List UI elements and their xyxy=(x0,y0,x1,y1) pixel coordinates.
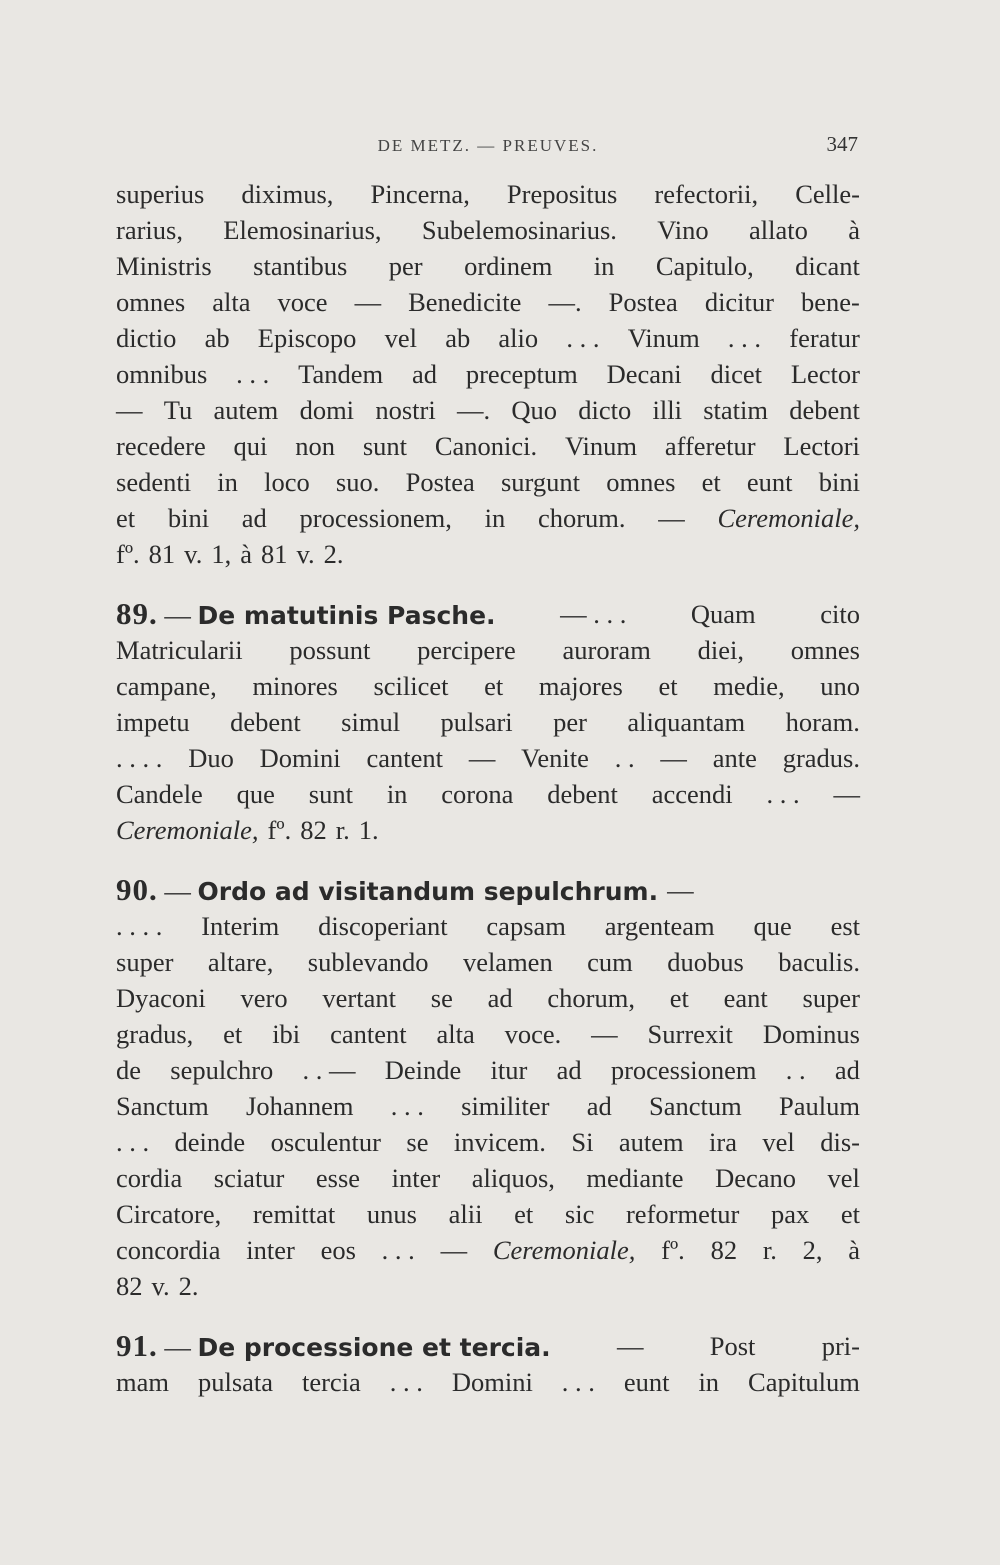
word: remittat xyxy=(252,1199,336,1229)
word: ad xyxy=(556,1055,582,1085)
word: pulsari xyxy=(440,707,513,737)
word: — xyxy=(116,395,143,425)
text-line xyxy=(116,176,860,212)
text-line xyxy=(116,1268,860,1304)
word: fº. xyxy=(267,815,292,845)
word: osculentur xyxy=(270,1127,381,1157)
word: r. xyxy=(335,815,350,845)
word: afferetur xyxy=(664,431,756,461)
word: sciatur xyxy=(213,1163,285,1193)
word: cantent xyxy=(366,743,443,773)
body-text xyxy=(116,176,860,1400)
word: possunt xyxy=(289,635,371,665)
word: Capitulum xyxy=(748,1367,860,1397)
word: Capitulo, xyxy=(655,251,754,281)
word: medie, xyxy=(713,671,785,701)
word: eunt xyxy=(746,467,793,497)
word: omnes xyxy=(606,467,676,497)
word: alio xyxy=(498,323,539,353)
word: mediante xyxy=(586,1163,684,1193)
word: debent xyxy=(789,395,860,425)
word: preceptum xyxy=(465,359,578,389)
word: Matricularii xyxy=(116,635,243,665)
word: Prepositus xyxy=(506,179,618,209)
word: dicant xyxy=(795,251,860,281)
word: v. xyxy=(151,1271,170,1301)
text-line xyxy=(116,464,860,500)
word: Elemosinarius, xyxy=(223,215,382,245)
word: ab xyxy=(204,323,230,353)
word: itur xyxy=(490,1055,528,1085)
word: que xyxy=(753,911,792,941)
word: se xyxy=(406,1127,429,1157)
word: campane, xyxy=(116,671,217,701)
section-heading-line: 91. — De processione et tercia. — Post pri- xyxy=(116,1328,860,1363)
paragraph-continued xyxy=(116,176,860,572)
word: cantent xyxy=(330,1019,407,1049)
word: ante xyxy=(712,743,757,773)
word: scilicet xyxy=(373,671,449,701)
text-line xyxy=(116,668,860,704)
word: Domini xyxy=(259,743,341,773)
word: in xyxy=(593,251,615,281)
word: aliquos, xyxy=(471,1163,555,1193)
word: à xyxy=(848,215,860,245)
word: in xyxy=(698,1367,720,1397)
word: vertant xyxy=(322,983,396,1013)
word: ab xyxy=(445,323,471,353)
word: suo. xyxy=(335,467,380,497)
word: Canonici. xyxy=(434,431,538,461)
text-line xyxy=(116,1088,860,1124)
source-citation: Ceremoniale, xyxy=(116,815,259,845)
section-number: 89. xyxy=(116,596,158,631)
word: cordia xyxy=(116,1163,183,1193)
word: alta xyxy=(212,287,251,317)
word: sedenti xyxy=(116,467,192,497)
word: chorum, xyxy=(547,983,635,1013)
word: vel xyxy=(762,1127,795,1157)
word: dictio xyxy=(116,323,177,353)
text-line xyxy=(116,908,860,944)
word: Candele xyxy=(116,779,203,809)
word: fº. xyxy=(661,1235,685,1265)
word: Quo xyxy=(511,395,557,425)
word: — xyxy=(616,1331,644,1361)
word: et xyxy=(701,467,721,497)
word: concordia xyxy=(116,1235,221,1265)
word: refectorii, xyxy=(654,179,759,209)
word: similiter xyxy=(461,1091,550,1121)
word: auroram xyxy=(562,635,651,665)
word: ibi xyxy=(272,1019,301,1049)
word: v. xyxy=(296,539,315,569)
word: debent xyxy=(230,707,301,737)
word: et xyxy=(658,671,678,701)
word: — xyxy=(660,743,687,773)
word: minores xyxy=(252,671,338,701)
word: et xyxy=(514,1199,534,1229)
word: in xyxy=(484,503,506,533)
word: dicto xyxy=(578,395,632,425)
word: per xyxy=(553,707,587,737)
word: Episcopo xyxy=(257,323,357,353)
word: qui xyxy=(233,431,268,461)
text-line xyxy=(116,392,860,428)
word: . . . xyxy=(727,323,762,353)
word: eunt xyxy=(623,1367,670,1397)
word: chorum. xyxy=(537,503,626,533)
word: 82 xyxy=(116,1271,143,1301)
word: superius xyxy=(116,179,205,209)
word: — xyxy=(354,287,382,317)
word: . . . . xyxy=(116,911,163,941)
word: Dominus xyxy=(762,1019,860,1049)
word: super xyxy=(802,983,860,1013)
word: cito xyxy=(820,599,860,629)
word: 81 xyxy=(260,539,288,569)
word: cum xyxy=(587,947,633,977)
word: 2. xyxy=(178,1271,199,1301)
word: — xyxy=(833,779,860,809)
word: unus xyxy=(366,1199,417,1229)
word: domi xyxy=(299,395,355,425)
word: . . xyxy=(614,743,635,773)
word: ad xyxy=(241,503,267,533)
word: tercia xyxy=(301,1367,361,1397)
word: Benedicite xyxy=(408,287,522,317)
word: — xyxy=(468,743,496,773)
word: Domini xyxy=(451,1367,533,1397)
word: Lectori xyxy=(783,431,860,461)
word: argenteam xyxy=(604,911,715,941)
word: Venite xyxy=(521,743,589,773)
word: diei, xyxy=(697,635,744,665)
word: Decani xyxy=(606,359,682,389)
word: super xyxy=(116,947,174,977)
word: ad xyxy=(586,1091,612,1121)
word: in xyxy=(217,467,238,497)
word: gradus, xyxy=(116,1019,194,1049)
text-line xyxy=(116,1124,860,1160)
text-line xyxy=(116,1364,860,1400)
word: Decano xyxy=(715,1163,797,1193)
word: discoperiant xyxy=(318,911,448,941)
word: et xyxy=(116,503,136,533)
word: Postea xyxy=(405,467,475,497)
word: — xyxy=(658,503,685,533)
word: — xyxy=(667,875,694,905)
word: Postea xyxy=(608,287,678,317)
text-line xyxy=(116,500,860,536)
word: uno xyxy=(820,671,860,701)
word: stantibus xyxy=(253,251,348,281)
word: mam xyxy=(116,1367,169,1397)
word: Ministris xyxy=(116,251,212,281)
word: . . . xyxy=(389,1367,423,1397)
word: autem xyxy=(618,1127,684,1157)
word: ad xyxy=(487,983,513,1013)
word: reformetur xyxy=(625,1199,740,1229)
word: Si xyxy=(571,1127,594,1157)
word: eant xyxy=(723,983,768,1013)
word: voce. xyxy=(504,1019,562,1049)
text-line xyxy=(116,212,860,248)
word: sunt xyxy=(308,779,353,809)
word: Dyaconi xyxy=(116,983,206,1013)
word: omnes xyxy=(790,635,860,665)
word: Surrexit xyxy=(647,1019,733,1049)
word: per xyxy=(388,251,423,281)
word: —. xyxy=(456,395,491,425)
word: dis- xyxy=(820,1127,860,1157)
text-line xyxy=(116,776,860,812)
word: pax xyxy=(770,1199,810,1229)
word: non xyxy=(295,431,335,461)
word: de xyxy=(116,1055,142,1085)
word: pri- xyxy=(821,1331,860,1361)
word: . . . xyxy=(381,1235,415,1265)
word: et xyxy=(669,983,689,1013)
word: sic xyxy=(564,1199,595,1229)
word: Sanctum xyxy=(116,1091,209,1121)
word: Vinum xyxy=(564,431,638,461)
word: Circatore, xyxy=(116,1199,222,1229)
word: sunt xyxy=(362,431,408,461)
word: aliquantam xyxy=(627,707,746,737)
word: . . xyxy=(785,1055,806,1085)
word: invicem. xyxy=(453,1127,546,1157)
word: ordinem xyxy=(464,251,553,281)
word: . . . . xyxy=(116,743,163,773)
word: Deinde xyxy=(384,1055,462,1085)
word: Post xyxy=(709,1331,756,1361)
word: horam. xyxy=(785,707,860,737)
word: Tandem xyxy=(298,359,384,389)
word: est xyxy=(830,911,860,941)
word: Johannem xyxy=(246,1091,354,1121)
page-number: 347 xyxy=(826,132,858,156)
text-line xyxy=(116,812,860,848)
text-line xyxy=(116,284,860,320)
word: 2. xyxy=(323,539,344,569)
word: inter xyxy=(391,1163,441,1193)
word: alta xyxy=(436,1019,475,1049)
section-90 xyxy=(116,872,860,1304)
word: autem xyxy=(213,395,279,425)
section-89 xyxy=(116,596,860,848)
text-line xyxy=(116,1232,860,1268)
word: . . . xyxy=(390,1091,424,1121)
word: duobus xyxy=(667,947,744,977)
source-citation: Ceremoniale, xyxy=(717,503,860,533)
word: et xyxy=(223,1019,243,1049)
word: processionem xyxy=(610,1055,757,1085)
word: se xyxy=(430,983,453,1013)
word: Subelemosinarius. xyxy=(421,215,617,245)
word: vel xyxy=(384,323,417,353)
section-number: 91. xyxy=(116,1328,158,1363)
word: velamen xyxy=(462,947,553,977)
section-number: 90. xyxy=(116,872,158,907)
word: loco xyxy=(264,467,310,497)
word: Paulum xyxy=(779,1091,860,1121)
word: ad xyxy=(834,1055,860,1085)
text-line xyxy=(116,704,860,740)
word: à xyxy=(240,539,252,569)
word: alii xyxy=(448,1199,483,1229)
word: ira xyxy=(709,1127,737,1157)
section-heading-line: 89. — De matutinis Pasche. — . . . Quam cito xyxy=(116,596,860,631)
word: Lector xyxy=(790,359,860,389)
word: surgunt xyxy=(500,467,580,497)
word: percipere xyxy=(417,635,516,665)
text-line xyxy=(116,356,860,392)
text-line xyxy=(116,740,860,776)
text-line xyxy=(116,1052,860,1088)
word: Celle- xyxy=(795,179,860,209)
word: . . . xyxy=(561,1367,595,1397)
word: dicitur xyxy=(704,287,774,317)
word: illi xyxy=(652,395,682,425)
word: et xyxy=(484,671,504,701)
word: 1, xyxy=(211,539,232,569)
word: voce xyxy=(277,287,328,317)
word: vel xyxy=(827,1163,860,1193)
word: feratur xyxy=(789,323,860,353)
word: simul xyxy=(341,707,401,737)
word: eos xyxy=(320,1235,356,1265)
word: Vino xyxy=(657,215,709,245)
word: et xyxy=(840,1199,860,1229)
word: Sanctum xyxy=(649,1091,742,1121)
word: — xyxy=(591,1019,618,1049)
word: bini xyxy=(818,467,860,497)
word: diximus, xyxy=(241,179,334,209)
word: 82 xyxy=(300,815,327,845)
text-line xyxy=(116,536,860,572)
text-line xyxy=(116,980,860,1016)
word: statim xyxy=(703,395,769,425)
word: majores xyxy=(538,671,623,701)
word: . . . xyxy=(236,359,270,389)
word: . . . xyxy=(116,1127,150,1157)
word: pulsata xyxy=(197,1367,274,1397)
word: fº. xyxy=(116,539,140,569)
word: Duo xyxy=(188,743,234,773)
section-91 xyxy=(116,1328,860,1400)
running-title: DE METZ. — PREUVES. xyxy=(377,136,599,155)
word: omnes xyxy=(116,287,186,317)
word: . . . xyxy=(566,323,600,353)
word: r. xyxy=(762,1235,777,1265)
text-line xyxy=(116,1160,860,1196)
word: Interim xyxy=(201,911,280,941)
word: que xyxy=(236,779,275,809)
word: in xyxy=(386,779,408,809)
word: esse xyxy=(315,1163,361,1193)
word: . . . xyxy=(766,779,800,809)
section-title: Ordo ad visitandum sepulchrum. xyxy=(197,877,659,906)
word: altare, xyxy=(207,947,274,977)
word: gradus. xyxy=(782,743,860,773)
word: 81 xyxy=(148,539,176,569)
word: 82 xyxy=(710,1235,738,1265)
word: debent xyxy=(547,779,618,809)
word: omnibus xyxy=(116,359,208,389)
word: vero xyxy=(240,983,288,1013)
word: rarius, xyxy=(116,215,183,245)
text-line xyxy=(116,248,860,284)
word: — . . . xyxy=(560,599,627,629)
text-line xyxy=(116,1016,860,1052)
text-line xyxy=(116,428,860,464)
word: deinde xyxy=(174,1127,246,1157)
word: accendi xyxy=(651,779,733,809)
word: nostri xyxy=(375,395,436,425)
word: — xyxy=(440,1235,468,1265)
text-line xyxy=(116,1196,860,1232)
word: corona xyxy=(441,779,514,809)
word: —. xyxy=(548,287,582,317)
word: Pincerna, xyxy=(370,179,470,209)
word: Vinum xyxy=(627,323,700,353)
word: 2, xyxy=(802,1235,823,1265)
word: baculis. xyxy=(778,947,860,977)
text-line xyxy=(116,944,860,980)
source-citation: Ceremoniale, xyxy=(492,1235,636,1265)
word: processionem, xyxy=(299,503,452,533)
word: dicet xyxy=(710,359,762,389)
word: inter xyxy=(246,1235,295,1265)
text-line xyxy=(116,632,860,668)
word: Tu xyxy=(163,395,193,425)
section-title: De matutinis Pasche. xyxy=(197,601,496,630)
word: recedere xyxy=(116,431,206,461)
section-heading-line: 90. — Ordo ad visitandum sepulchrum. — xyxy=(116,872,694,907)
section-title: De processione et tercia. xyxy=(197,1333,551,1362)
word: bene- xyxy=(801,287,860,317)
word: sublevando xyxy=(307,947,429,977)
word: ad xyxy=(411,359,437,389)
word: bini xyxy=(167,503,210,533)
word: v. xyxy=(184,539,203,569)
word: Quam xyxy=(690,599,756,629)
word: à xyxy=(848,1235,860,1265)
word: capsam xyxy=(486,911,566,941)
word: sepulchro xyxy=(170,1055,274,1085)
word: 1. xyxy=(358,815,379,845)
word: . . — xyxy=(302,1055,356,1085)
word: impetu xyxy=(116,707,190,737)
running-head xyxy=(118,132,858,166)
word: allato xyxy=(749,215,808,245)
text-line xyxy=(116,320,860,356)
